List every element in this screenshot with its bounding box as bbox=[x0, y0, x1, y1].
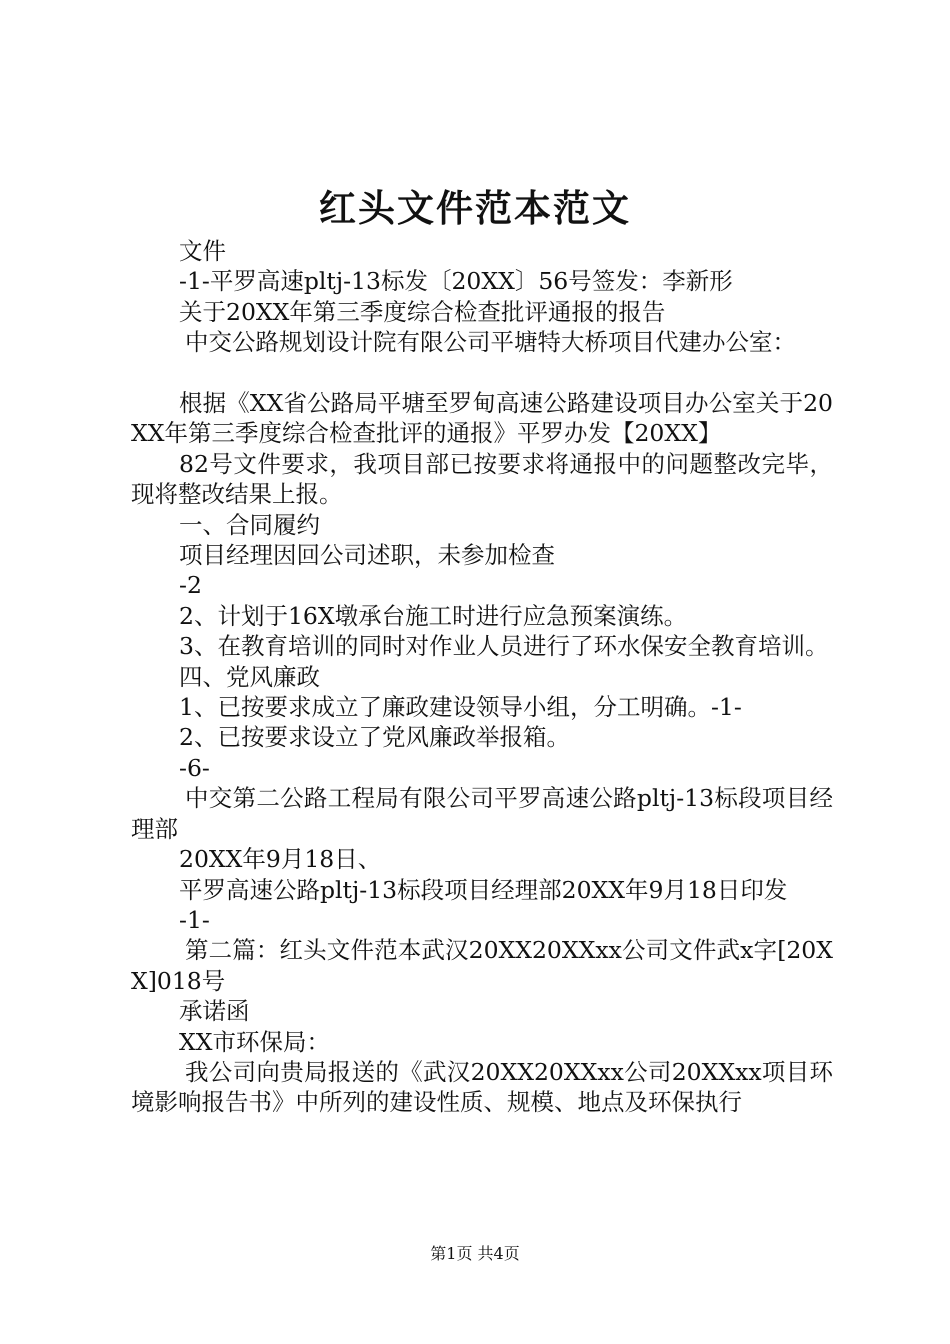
blank-line bbox=[131, 358, 833, 388]
page-number-footer: 第1页 共4页 bbox=[430, 1244, 520, 1263]
paragraph: 2、已按要求设立了党风廉政举报箱。 bbox=[179, 723, 570, 752]
paragraph: 关于20XX年第三季度综合检查批评通报的报告 bbox=[179, 297, 666, 326]
paragraph: 第二篇：红头文件范本武汉20XX20XXxx公司文件武x字[20XX]018号 bbox=[131, 936, 833, 995]
paragraph: 3、在教育培训的同时对作业人员进行了环水保安全教育培训。 bbox=[179, 632, 829, 661]
paragraph: 中交公路规划设计院有限公司平塘特大桥项目代建办公室： bbox=[185, 328, 796, 357]
paragraph: 1、已按要求成立了廉政建设领导小组，分工明确。-1- bbox=[179, 693, 742, 722]
document-body bbox=[131, 236, 833, 1118]
paragraph: 2、计划于16X墩承台施工时进行应急预案演练。 bbox=[179, 601, 688, 630]
document-title: 红头文件范本范文 bbox=[319, 186, 631, 230]
paragraph: 平罗高速公路pltj-13标段项目经理部20XX年9月18日印发 bbox=[179, 875, 788, 904]
paragraph: 中交第二公路工程局有限公司平罗高速公路pltj-13标段项目经理部 bbox=[131, 784, 833, 843]
paragraph: -1- bbox=[179, 905, 210, 934]
paragraph: 20XX年9月18日、 bbox=[179, 845, 382, 874]
paragraph: 四、党风廉政 bbox=[179, 662, 320, 691]
paragraph: 我公司向贵局报送的《武汉20XX20XXxx公司20XXxx项目环境影响报告书》中所列的建设性质、规模、地点及环保执行 bbox=[131, 1057, 833, 1117]
paragraph: -2 bbox=[179, 571, 202, 600]
paragraph: 文件 bbox=[179, 237, 226, 265]
paragraph: 根据《XX省公路局平塘至罗甸高速公路建设项目办公室关于20XX年第三季度综合检查批评的通报》平罗办发【20XX】 bbox=[131, 389, 833, 448]
paragraph: 项目经理因回公司述职，未参加检查 bbox=[179, 541, 555, 570]
paragraph: 82号文件要求，我项目部已按要求将通报中的问题整改完毕，现将整改结果上报。 bbox=[131, 449, 833, 509]
paragraph: -6- bbox=[179, 753, 210, 782]
paragraph: 一、合同履约 bbox=[179, 510, 320, 539]
paragraph: -1-平罗高速pltj-13标发〔20XX〕56号签发：李新形 bbox=[179, 267, 733, 296]
paragraph: 承诺函 bbox=[179, 997, 250, 1026]
paragraph: XX市环保局： bbox=[179, 1027, 330, 1056]
